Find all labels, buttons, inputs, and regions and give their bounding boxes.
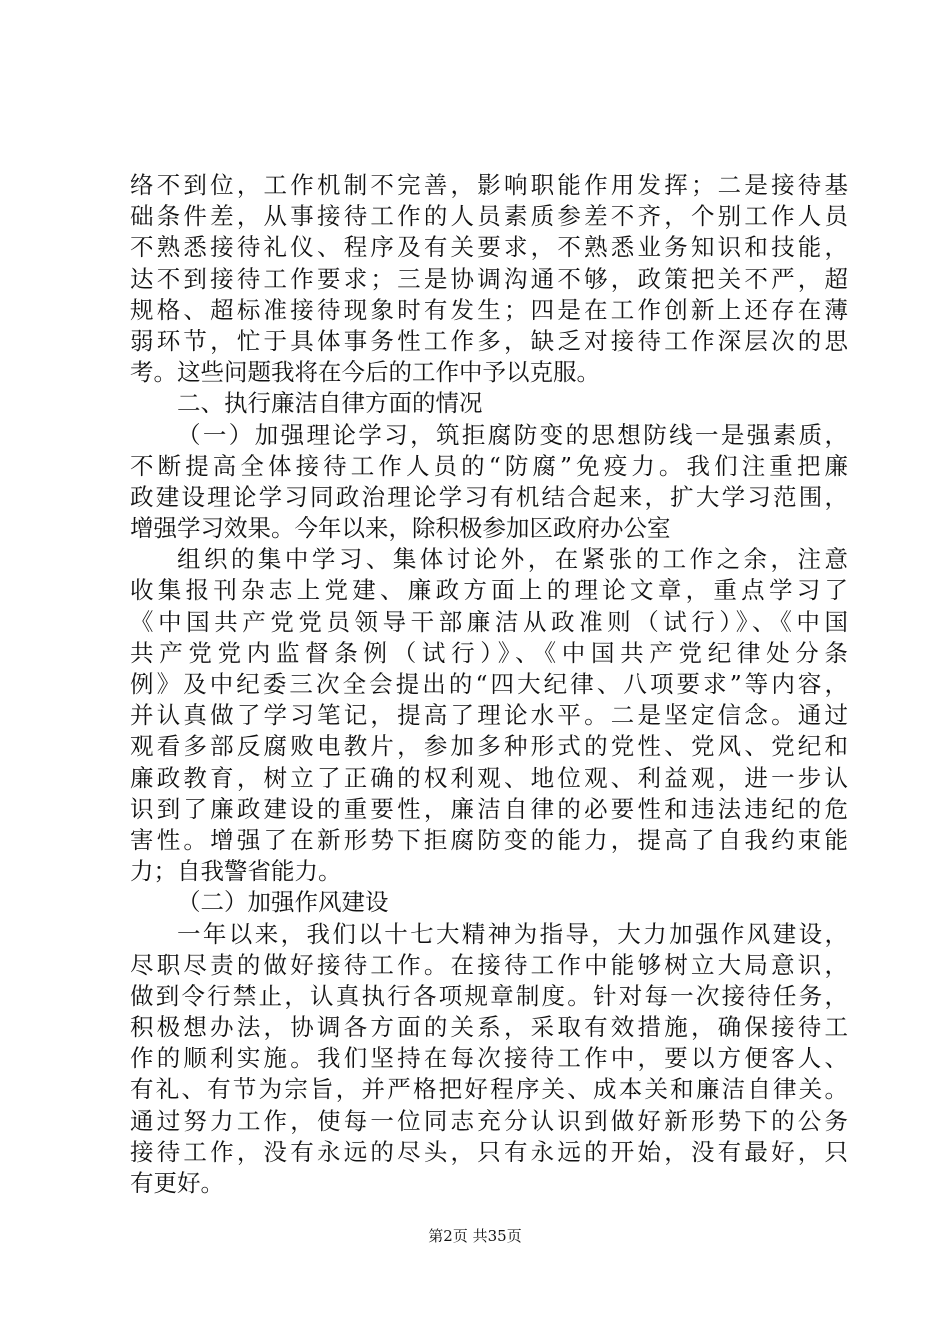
text-line: 尽职尽责的做好接待工作。在接待工作中能够树立大局意识， bbox=[130, 950, 848, 979]
text-line: 一年以来，我们以十七大精神为指导，大力加强作风建设， bbox=[177, 919, 848, 948]
text-line: 增强学习效果。今年以来，除积极参加区政府办公室 bbox=[130, 514, 671, 543]
page-footer: 第2页 共35页 bbox=[428, 1227, 522, 1245]
text-line: 害性。增强了在新形势下拒腐防变的能力，提高了自我约束能 bbox=[130, 825, 848, 854]
text-line: 组织的集中学习、集体讨论外，在紧张的工作之余，注意 bbox=[177, 545, 848, 574]
text-line: 并认真做了学习笔记，提高了理论水平。二是坚定信念。通过 bbox=[130, 701, 848, 730]
text-line: 观看多部反腐败电教片，参加多种形式的党性、党风、党纪和 bbox=[130, 732, 848, 761]
text-line: 考。这些问题我将在今后的工作中予以克服。 bbox=[130, 358, 600, 387]
text-line: 有礼、有节为宗旨，并严格把好程序关、成本关和廉洁自律关。 bbox=[130, 1075, 848, 1104]
subsection-heading-line: （一）加强理论学习，筑拒腐防变的思想防线一是强素质， bbox=[177, 420, 848, 449]
text-line: 识到了廉政建设的重要性，廉洁自律的必要性和违法违纪的危 bbox=[130, 794, 848, 823]
text-line: 《中国共产党党员领导干部廉洁从政准则（试行）》、《中国 bbox=[130, 607, 848, 636]
text-line: 例》及中纪委三次全会提出的“四大纪律、八项要求”等内容， bbox=[130, 670, 848, 698]
text-line: 积极想办法，协调各方面的关系，采取有效措施，确保接待工 bbox=[130, 1013, 848, 1042]
text-line: 弱环节，忙于具体事务性工作多，缺乏对接待工作深层次的思 bbox=[130, 326, 848, 355]
text-line: 廉政教育，树立了正确的权利观、地位观、利益观，进一步认 bbox=[130, 763, 848, 792]
text-line: 络不到位，工作机制不完善，影响职能作用发挥；二是接待基 bbox=[130, 171, 848, 199]
document-body bbox=[130, 170, 848, 1199]
text-line: 作的顺利实施。我们坚持在每次接待工作中，要以方便客人、 bbox=[130, 1044, 848, 1073]
text-line: 收集报刊杂志上党建、廉政方面上的理论文章，重点学习了 bbox=[130, 576, 848, 605]
text-line: 通过努力工作，使每一位同志充分认识到做好新形势下的公务 bbox=[130, 1106, 848, 1135]
text-line: 不断提高全体接待工作人员的“防腐”免疫力。我们注重把廉 bbox=[130, 451, 848, 480]
text-line: 做到令行禁止，认真执行各项规章制度。针对每一次接待任务， bbox=[130, 981, 848, 1010]
text-line: 力；自我警省能力。 bbox=[130, 857, 342, 886]
text-line: 达不到接待工作要求；三是协调沟通不够，政策把关不严，超 bbox=[130, 264, 848, 293]
text-line: 有更好。 bbox=[130, 1169, 224, 1197]
text-line: 础条件差，从事接待工作的人员素质参差不齐，个别工作人员 bbox=[130, 202, 848, 231]
text-line: 政建设理论学习同政治理论学习有机结合起来，扩大学习范围， bbox=[130, 482, 848, 511]
text-line: 规格、超标准接待现象时有发生；四是在工作创新上还存在薄 bbox=[130, 295, 848, 324]
subsection-heading: （二）加强作风建设 bbox=[177, 888, 389, 917]
section-heading: 二、执行廉洁自律方面的情况 bbox=[177, 389, 483, 418]
text-line: 接待工作，没有永远的尽头，只有永远的开始，没有最好，只 bbox=[130, 1137, 848, 1166]
text-line: 不熟悉接待礼仪、程序及有关要求，不熟悉业务知识和技能， bbox=[130, 233, 848, 262]
text-line: 共产党党内监督条例（试行）》、《中国共产党纪律处分条 bbox=[130, 638, 848, 667]
